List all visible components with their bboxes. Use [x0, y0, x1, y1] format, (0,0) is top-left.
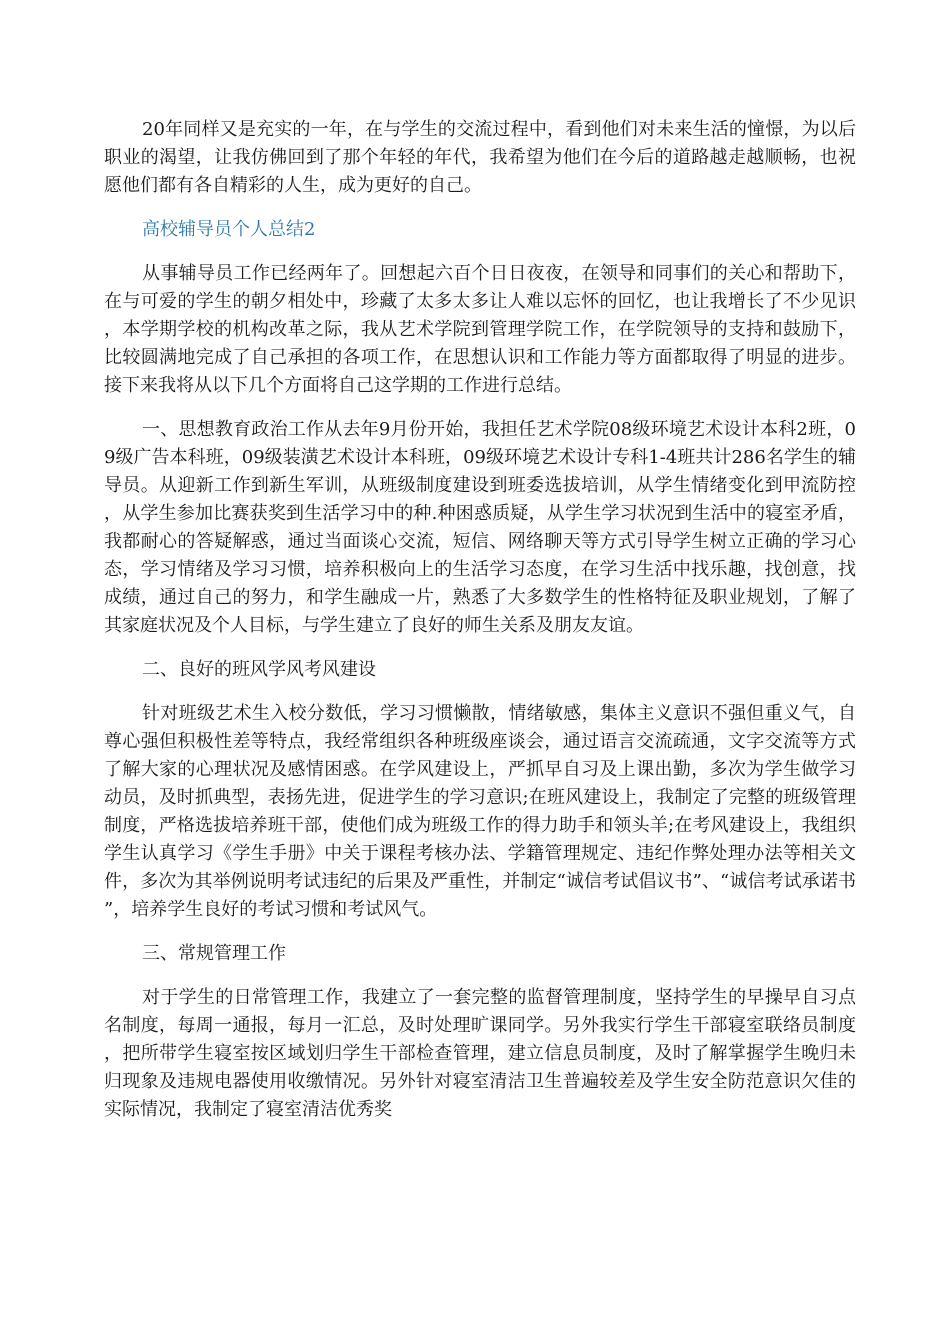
- paragraph-section-2: 针对班级艺术生入校分数低，学习习惯懒散，情绪敏感，集体主义意识不强但重义气，自尊心强但积极性差等特点，我经常组织各种班级座谈会，通过语言交流疏通，文字交流等方式了解大家的心理状况及感情困惑。在学风建设上，严抓早自习及上课出勤，多次为学生做学习动员，及时抓典型，表扬先进，促进学生的学习意识;在班风建设上，我制定了完整的班级管理制度，严格选拔培养班干部，使他们成为班级工作的得力助手和领头羊;在考风建设上，我组织学生认真学习《学生手册》中关于课程考核办法、学籍管理规定、违纪作弊处理办法等相关文件，多次为其举例说明考试违纪的后果及严重性，并制定“诚信考试倡议书”、“诚信考试承诺书”，培养学生良好的考试习惯和考试风气。: [104, 703, 856, 920]
- section-title-2: 二、良好的班风学风考风建设: [142, 659, 376, 680]
- paragraph-section-3: 对于学生的日常管理工作，我建立了一套完整的监督管理制度，坚持学生的早操早自习点名制度，每周一通报，每月一汇总，及时处理旷课同学。另外我实行学生干部寝室联络员制度，把所带学生寝室按区域划归学生干部检查管理，建立信息员制度，及时了解掌握学生晚归未归现象及违规电器使用收缴情况。另外针对寝室清洁卫生普遍较差及学生安全防范意识欠佳的实际情况，我制定了寝室清洁优秀奖: [104, 987, 856, 1120]
- paragraph-section-1: 一、思想教育政治工作从去年9月份开始，我担任艺术学院08级环境艺术设计本科2班，09级广告本科班，09级装潢艺术设计本科班，09级环境艺术设计专科1-4班共计286名学生的辅导员。从迎新工作到新生军训，从班级制度建设到班委选拔培训，从学生情绪变化到甲流防控，从学生参加比赛获奖到生活学习中的种.种困惑质疑，从学生学习状况到生活中的寝室矛盾，我都耐心的答疑解惑，通过当面谈心交流，短信、网络聊天等方式引导学生树立正确的学习心态，学习情绪及学习习惯，培养积极向上的生活学习态度，在学习生活中找乐趣，找创意，找成绩，通过自己的努力，和学生融成一片，熟悉了大多数学生的性格特征及职业规划，了解了其家庭状况及个人目标，与学生建立了良好的师生关系及朋友友谊。: [104, 419, 856, 636]
- section-title-3: 三、常规管理工作: [142, 943, 286, 964]
- document-body: [104, 116, 856, 1140]
- summary-heading-link[interactable]: 高校辅导员个人总结2: [142, 219, 316, 240]
- paragraph-intro: 20年同样又是充实的一年，在与学生的交流过程中，看到他们对未来生活的憧憬，为以后职业的渴望，让我仿佛回到了那个年轻的年代，我希望为他们在今后的道路越走越顺畅，也祝愿他们都有各自精彩的人生，成为更好的自己。: [104, 119, 856, 196]
- paragraph-overview: 从事辅导员工作已经两年了。回想起六百个日日夜夜，在领导和同事们的关心和帮助下，在与可爱的学生的朝夕相处中，珍藏了太多太多让人难以忘怀的回忆，也让我增长了不少见识，本学期学校的机构改革之际，我从艺术学院到管理学院工作，在学院领导的支持和鼓励下，比较圆满地完成了自己承担的各项工作，在思想认识和工作能力等方面都取得了明显的进步。接下来我将从以下几个方面将自己这学期的工作进行总结。: [104, 263, 856, 396]
